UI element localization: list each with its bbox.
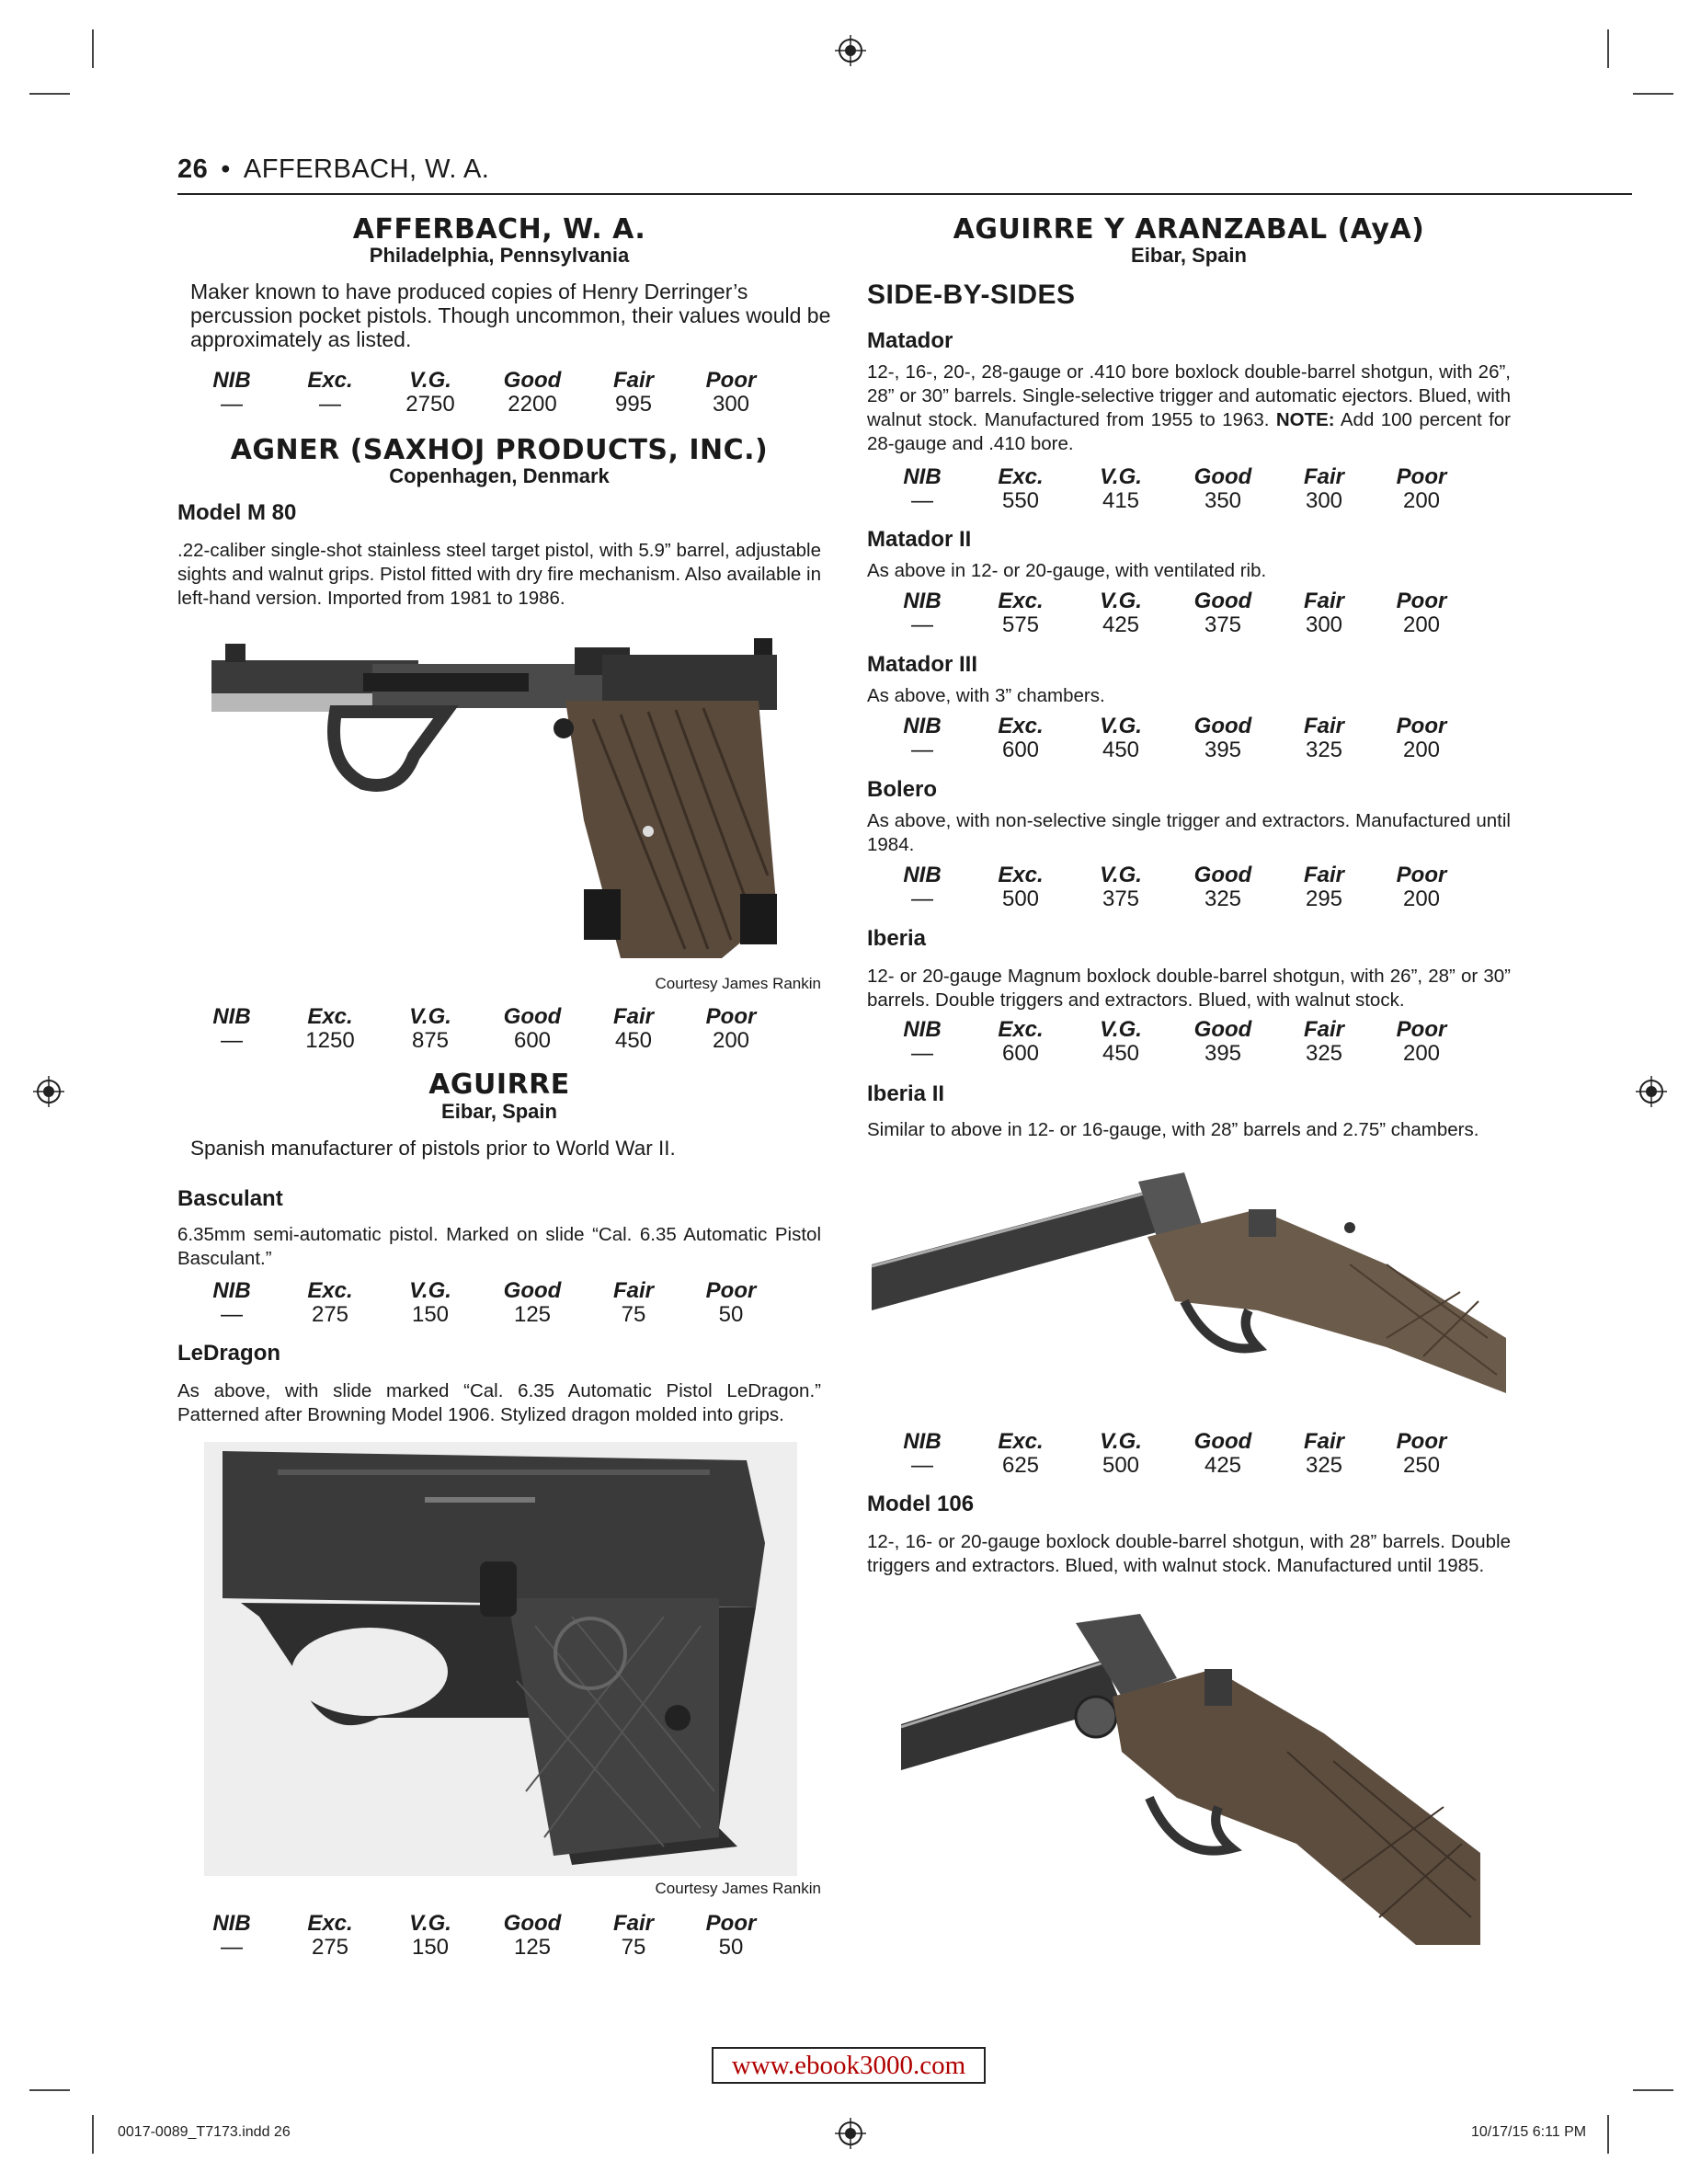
price-value: 2200 <box>508 392 557 417</box>
price-header-poor: Poor <box>1396 464 1447 489</box>
price-header-fair: Fair <box>612 1278 654 1303</box>
price-value: 200 <box>1402 738 1441 762</box>
model-description: 12-, 16- or 20-gauge boxlock double-barrel shotgun, with 28” barrels. Double triggers and extractors. Blued, with walnut stock. Manufactured until 1985. <box>867 1531 1511 1576</box>
price-header-fair: Fair <box>612 1911 654 1936</box>
price-header-fair: Fair <box>612 1004 654 1029</box>
model-heading: Matador III <box>867 652 978 677</box>
price-value: 300 <box>712 392 750 417</box>
agner-pistol-photo <box>207 636 782 969</box>
aguirre-intro: Spanish manufacturer of pistols prior to World War II. <box>190 1137 676 1160</box>
price-header-nib: NIB <box>903 714 942 738</box>
running-head <box>177 154 489 185</box>
price-header-good: Good <box>1193 464 1252 489</box>
price-value: 425 <box>1204 1453 1242 1478</box>
price-value: 575 <box>1001 612 1040 637</box>
price-value: 125 <box>513 1302 552 1327</box>
price-value: 325 <box>1305 1041 1343 1066</box>
agner-location: Copenhagen, Denmark <box>389 464 610 487</box>
price-value: — <box>221 392 243 417</box>
price-header-exc: Exc. <box>307 368 353 393</box>
model-heading: Iberia II <box>867 1081 945 1106</box>
price-header-nib: NIB <box>212 368 251 393</box>
price-value: 150 <box>411 1935 450 1960</box>
model-description: 12- or 20-gauge Magnum boxlock double-barrel shotgun, with 26”, 28” or 30” barrels. Double triggers and extractors. Blued, with walnut stock. <box>867 966 1511 1011</box>
registration-mark-icon <box>835 35 866 66</box>
price-value: 75 <box>621 1935 646 1960</box>
price-header-vg: V.G. <box>1100 1429 1142 1454</box>
price-value: — <box>911 1453 933 1478</box>
price-value: 450 <box>1102 738 1140 762</box>
running-head-title: AFFERBACH, W. A. <box>243 154 490 184</box>
price-header-poor: Poor <box>705 1911 757 1936</box>
price-header-poor: Poor <box>1396 863 1447 887</box>
price-header-exc: Exc. <box>307 1911 353 1936</box>
date-slug: 10/17/15 6:11 PM <box>1471 2124 1587 2140</box>
price-header-poor: Poor <box>1396 1017 1447 1042</box>
price-value: 600 <box>1001 738 1040 762</box>
price-header-nib: NIB <box>212 1911 251 1936</box>
price-header-good: Good <box>503 1911 562 1936</box>
model-heading: Matador <box>867 328 953 353</box>
aya-title: AGUIRRE Y ARANZABAL (AyA) <box>953 213 1425 246</box>
price-value: 300 <box>1305 612 1343 637</box>
price-header-poor: Poor <box>1396 589 1447 613</box>
price-header-exc: Exc. <box>307 1278 353 1303</box>
price-value: 75 <box>621 1302 646 1327</box>
price-value: 500 <box>1001 886 1040 911</box>
price-header-nib: NIB <box>903 1429 942 1454</box>
registration-mark-icon <box>835 2118 866 2149</box>
price-value: 200 <box>1402 612 1441 637</box>
model-description: As above, with slide marked “Cal. 6.35 Automatic Pistol LeDragon.” Patterned after Browning Model 1906. Stylized dragon molded into grips. <box>177 1380 821 1425</box>
price-value: 200 <box>1402 488 1441 513</box>
price-header-fair: Fair <box>1303 589 1344 613</box>
model-heading: Bolero <box>867 777 938 802</box>
price-header-good: Good <box>1193 863 1252 887</box>
price-value: 200 <box>1402 886 1441 911</box>
aya-location: Eibar, Spain <box>1131 244 1247 267</box>
header-rule <box>177 193 1632 195</box>
crop-mark <box>1607 29 1609 68</box>
price-header-exc: Exc. <box>998 863 1044 887</box>
price-value: 395 <box>1204 738 1242 762</box>
price-value: — <box>911 488 933 513</box>
price-header-nib: NIB <box>903 1017 942 1042</box>
price-header-exc: Exc. <box>998 1017 1044 1042</box>
price-header-nib: NIB <box>903 464 942 489</box>
model-description: 6.35mm semi-automatic pistol. Marked on slide “Cal. 6.35 Automatic Pistol Basculant.” <box>177 1224 821 1269</box>
price-value: 450 <box>1102 1041 1140 1066</box>
price-header-exc: Exc. <box>307 1004 353 1029</box>
price-header-nib: NIB <box>903 589 942 613</box>
crop-mark <box>1633 2089 1673 2091</box>
price-value: 375 <box>1204 612 1242 637</box>
crop-mark <box>1633 93 1673 95</box>
watermark-url: www.ebook3000.com <box>712 2047 986 2084</box>
price-header-nib: NIB <box>212 1278 251 1303</box>
price-value: 300 <box>1305 488 1343 513</box>
price-value: 275 <box>311 1935 349 1960</box>
crop-mark <box>29 2089 70 2091</box>
model-description <box>867 360 1511 456</box>
file-slug: 0017-0089_T7173.indd 26 <box>118 2124 291 2140</box>
price-header-fair: Fair <box>1303 464 1344 489</box>
price-header-good: Good <box>1193 1017 1252 1042</box>
price-value: 550 <box>1001 488 1040 513</box>
iberia-shotgun-photo <box>872 1154 1506 1407</box>
price-header-fair: Fair <box>1303 1429 1344 1454</box>
afferbach-intro: Maker known to have produced copies of Henry Derringer’s percussion pocket pistols. Though uncommon, their values would be approximately as listed. <box>190 280 831 351</box>
price-header-good: Good <box>1193 589 1252 613</box>
price-header-poor: Poor <box>705 1278 757 1303</box>
price-header-fair: Fair <box>1303 714 1344 738</box>
price-value: 375 <box>1102 886 1140 911</box>
price-value: 325 <box>1204 886 1242 911</box>
price-value: 500 <box>1102 1453 1140 1478</box>
crop-mark <box>92 2115 94 2154</box>
note-label: NOTE: <box>1275 409 1335 430</box>
price-header-poor: Poor <box>1396 714 1447 738</box>
price-value: 450 <box>614 1028 653 1053</box>
price-header-vg: V.G. <box>409 1278 451 1303</box>
model-heading: Basculant <box>177 1186 283 1211</box>
registration-mark-icon <box>33 1076 64 1107</box>
price-value: — <box>911 612 933 637</box>
model-heading: Iberia <box>867 926 927 951</box>
price-header-poor: Poor <box>1396 1429 1447 1454</box>
price-header-vg: V.G. <box>409 368 451 393</box>
price-header-good: Good <box>503 1004 562 1029</box>
model-description: As above, with non-selective single trigger and extractors. Manufactured until 1984. <box>867 810 1511 855</box>
price-value: 995 <box>614 392 653 417</box>
crop-mark <box>29 93 70 95</box>
crop-mark <box>1607 2115 1609 2154</box>
price-value: 625 <box>1001 1453 1040 1478</box>
price-value: 295 <box>1305 886 1343 911</box>
model-description: As above in 12- or 20-gauge, with ventilated rib. <box>867 560 1267 581</box>
price-header-vg: V.G. <box>1100 863 1142 887</box>
price-value: 50 <box>718 1935 744 1960</box>
model-description: As above, with 3” chambers. <box>867 685 1105 706</box>
price-value: 325 <box>1305 1453 1343 1478</box>
ledragon-pistol-photo <box>204 1442 797 1876</box>
price-header-vg: V.G. <box>409 1911 451 1936</box>
price-value: 250 <box>1402 1453 1441 1478</box>
model106-shotgun-photo <box>901 1614 1480 1959</box>
price-value: 1250 <box>305 1028 355 1053</box>
price-value: 425 <box>1102 612 1140 637</box>
aguirre-title: AGUIRRE <box>428 1069 570 1101</box>
price-header-good: Good <box>503 1278 562 1303</box>
price-value: — <box>221 1935 243 1960</box>
crop-mark <box>92 29 94 68</box>
price-header-nib: NIB <box>903 863 942 887</box>
page-number: 26 <box>177 154 209 184</box>
registration-mark-icon <box>1636 1076 1667 1107</box>
aguirre-location: Eibar, Spain <box>441 1100 557 1123</box>
price-header-vg: V.G. <box>1100 589 1142 613</box>
model-heading: Model M 80 <box>177 500 297 525</box>
photo-credit: Courtesy James Rankin <box>655 975 821 992</box>
desc-text: 12-, 16-, 20-, 28-gauge or .410 bore boxlock double-barrel shotgun, with 26”, 28” or 30” barrels. Single-selective trigger and automatic ejectors. Blued, with walnut stock. Manufactured from 1955 to 1963. <box>867 361 1511 430</box>
price-header-good: Good <box>1193 1429 1252 1454</box>
price-value: 125 <box>513 1935 552 1960</box>
price-value: — <box>319 392 341 417</box>
price-header-vg: V.G. <box>1100 714 1142 738</box>
photo-credit: Courtesy James Rankin <box>655 1880 821 1897</box>
price-value: 875 <box>411 1028 450 1053</box>
price-value: — <box>911 886 933 911</box>
section-heading: SIDE-BY-SIDES <box>867 280 1076 310</box>
model-description: Similar to above in 12- or 16-gauge, with 28” barrels and 2.75” chambers. <box>867 1119 1479 1140</box>
price-value: — <box>221 1302 243 1327</box>
price-header-good: Good <box>503 368 562 393</box>
price-value: 600 <box>513 1028 552 1053</box>
price-value: 200 <box>1402 1041 1441 1066</box>
price-value: — <box>221 1028 243 1053</box>
model-heading: Model 106 <box>867 1492 975 1516</box>
price-value: 200 <box>712 1028 750 1053</box>
price-header-poor: Poor <box>705 368 757 393</box>
model-description: .22-caliber single-shot stainless steel target pistol, with 5.9” barrel, adjustable sights and walnut grips. Pistol fitted with dry fire mechanism. Also available in left-hand version. Imported from 1981 to 1986. <box>177 540 821 609</box>
price-header-exc: Exc. <box>998 1429 1044 1454</box>
price-value: 150 <box>411 1302 450 1327</box>
price-header-exc: Exc. <box>998 464 1044 489</box>
price-header-vg: V.G. <box>1100 464 1142 489</box>
price-value: 325 <box>1305 738 1343 762</box>
price-header-poor: Poor <box>705 1004 757 1029</box>
model-heading: Matador II <box>867 527 972 552</box>
bullet: • <box>221 154 231 184</box>
price-header-fair: Fair <box>612 368 654 393</box>
price-header-exc: Exc. <box>998 589 1044 613</box>
price-value: — <box>911 738 933 762</box>
price-header-vg: V.G. <box>409 1004 451 1029</box>
price-value: 50 <box>718 1302 744 1327</box>
price-header-vg: V.G. <box>1100 1017 1142 1042</box>
price-value: 2750 <box>405 392 455 417</box>
price-value: 350 <box>1204 488 1242 513</box>
price-header-fair: Fair <box>1303 1017 1344 1042</box>
price-value: — <box>911 1041 933 1066</box>
price-header-nib: NIB <box>212 1004 251 1029</box>
agner-title: AGNER (SAXHOJ PRODUCTS, INC.) <box>230 434 769 466</box>
price-value: 600 <box>1001 1041 1040 1066</box>
price-header-good: Good <box>1193 714 1252 738</box>
afferbach-title: AFFERBACH, W. A. <box>352 213 646 246</box>
price-value: 415 <box>1102 488 1140 513</box>
price-value: 395 <box>1204 1041 1242 1066</box>
price-header-fair: Fair <box>1303 863 1344 887</box>
price-header-exc: Exc. <box>998 714 1044 738</box>
model-heading: LeDragon <box>177 1341 281 1366</box>
afferbach-location: Philadelphia, Pennsylvania <box>369 244 630 267</box>
note-text: Add 100 percent for 28-gauge and .410 bore. <box>867 409 1511 454</box>
price-value: 275 <box>311 1302 349 1327</box>
